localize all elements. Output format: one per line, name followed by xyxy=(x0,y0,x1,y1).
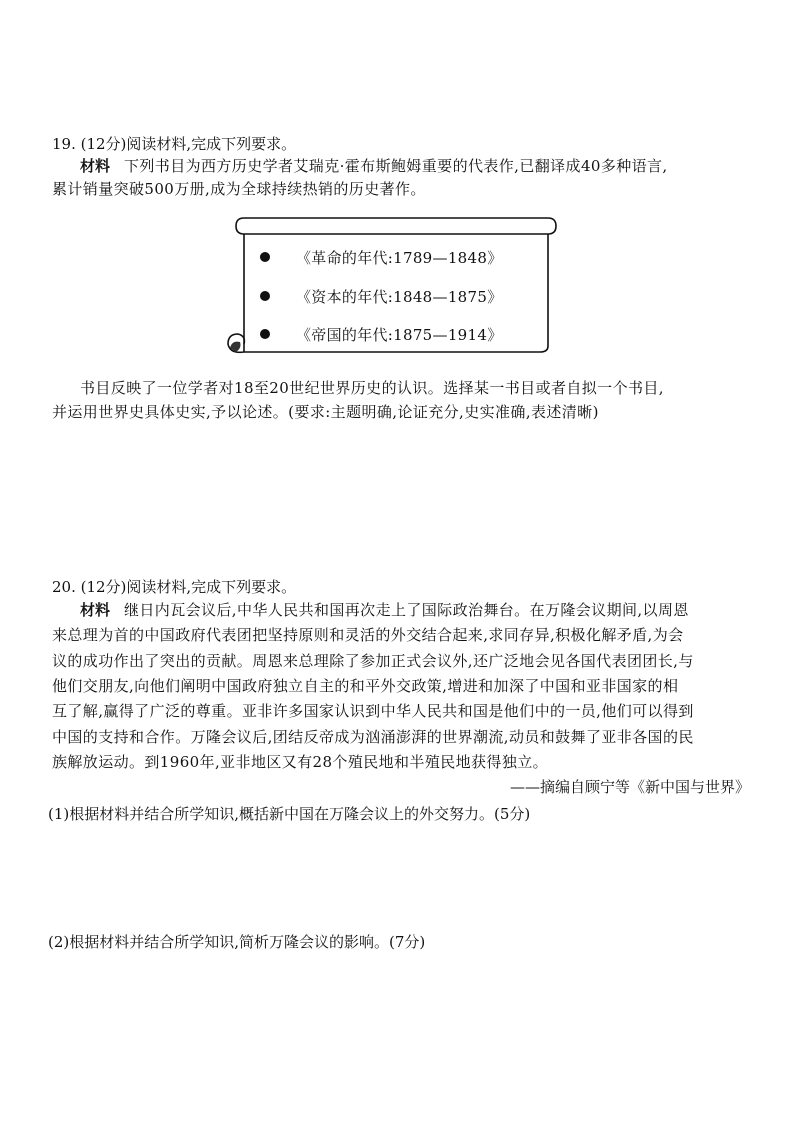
book-title: 《帝国的年代:1875—1914》 xyxy=(296,325,503,344)
q20-material-line-5: 互了解,赢得了广泛的尊重。亚非许多国家认识到中华人民共和国是他们中的一员,他们可以得到 xyxy=(52,702,694,720)
q19-material-line-1: 下列书目为西方历史学者艾瑞克·霍布斯鲍姆重要的代表作,已翻译成40多种语言, xyxy=(124,157,668,175)
q19-task-line-2: 并运用世界史具体史实,予以论述。(要求:主题明确,论证充分,史实准确,表述清晰) xyxy=(52,403,599,421)
book-item-revolution xyxy=(260,246,503,268)
q20-material-line-1: 继日内瓦会议后,中华人民共和国再次走上了国际政治舞台。在万隆会议期间,以周恩 xyxy=(124,601,689,619)
q19-material-line-2: 累计销量突破500万册,成为全球持续热销的历史著作。 xyxy=(52,180,426,198)
q20-material-line-4: 他们交朋友,向他们阐明中国政府独立自主的和平外交政策,增进和加深了中国和亚非国家的相 xyxy=(52,677,679,695)
q20-material-label: 材料 xyxy=(80,601,111,619)
q20-source-citation: ——摘编自顾宁等《新中国与世界》 xyxy=(509,778,750,796)
q19-header: 19. (12分)阅读材料,完成下列要求。 xyxy=(52,135,297,153)
book-item-empire xyxy=(260,323,503,345)
q20-header: 20. (12分)阅读材料,完成下列要求。 xyxy=(52,578,297,596)
q20-material-line-3: 议的成功作出了突出的贡献。周恩来总理除了参加正式会议外,还广泛地会见各国代表团团长,与 xyxy=(52,652,694,670)
bullet-icon xyxy=(260,252,270,262)
book-item-capital xyxy=(260,285,503,307)
book-title: 《资本的年代:1848—1875》 xyxy=(296,287,503,306)
q20-subquestion-1: (1)根据材料并结合所学知识,概括新中国在万隆会议上的外交努力。(5分) xyxy=(48,805,531,823)
book-title: 《革命的年代:1789—1848》 xyxy=(296,248,503,267)
q20-material-line-7: 族解放运动。到1960年,亚非地区又有28个殖民地和半殖民地获得独立。 xyxy=(52,753,549,771)
book-list-scroll xyxy=(222,212,558,362)
q19-task-line-1: 书目反映了一位学者对18至20世纪世界历史的认识。选择某一书目或者自拟一个书目, xyxy=(80,379,664,397)
q20-subquestion-2: (2)根据材料并结合所学知识,简析万隆会议的影响。(7分) xyxy=(48,933,426,951)
bullet-icon xyxy=(260,329,270,339)
bullet-icon xyxy=(260,291,270,301)
q20-material-line-2: 来总理为首的中国政府代表团把坚持原则和灵活的外交结合起来,求同存异,积极化解矛盾,为会 xyxy=(52,626,684,644)
q20-material-line-6: 中国的支持和合作。万隆会议后,团结反帝成为汹涌澎湃的世界潮流,动员和鼓舞了亚非各国的民 xyxy=(52,728,694,746)
q19-material-label: 材料 xyxy=(80,157,111,175)
